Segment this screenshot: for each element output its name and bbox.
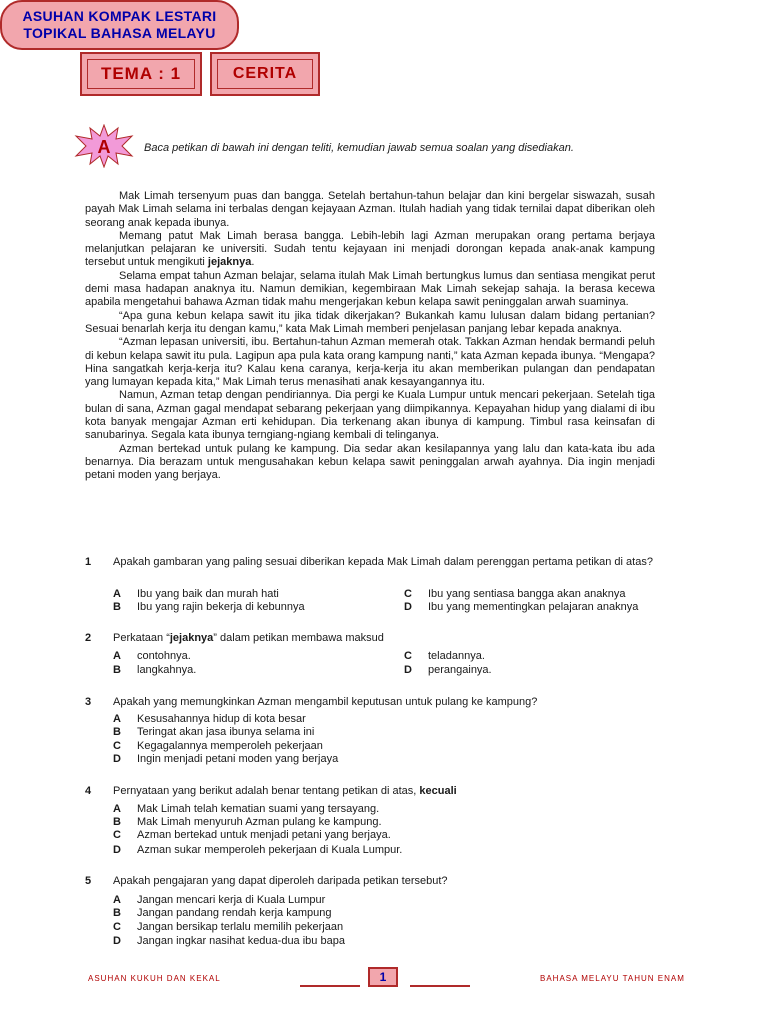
option-text: Jangan bersikap terlalu memilih pekerjaan xyxy=(137,921,344,933)
page-number-box xyxy=(368,967,398,987)
passage-paragraph-2-text: Memang patut Mak Limah berasa bangga. Lebih-lebih lagi Azman merupakan orang pertama berjaya melanjutkan pelajaran ke universiti. Sudah tentu kejayaan ini menjadi dorongan kepada anak-anak kampung tersebut untuk mengikuti xyxy=(85,229,655,269)
question-text: Apakah yang memungkinkan Azman mengambil keputusan untuk pulang ke kampung? xyxy=(113,696,538,708)
option-letter: D xyxy=(113,753,121,765)
q2-text-bold: jejaknya xyxy=(169,632,214,644)
passage-paragraph-3: Selama empat tahun Azman belajar, selama itulah Mak Limah bertungkus lumus dan sentiasa mengikat perut demi masa hadapan anaknya itu. Namun demikian, kegembiraan Mak Limah sekejap sahaja. Ia berasa kecewa apabila mengetahui bahawa Azman tidak mahu mengerjakan kebun kelapa sawit peninggalan arwah suaminya. xyxy=(85,269,655,309)
option-text: Kegagalannya memperoleh pekerjaan xyxy=(137,740,323,752)
option-text: Mak Limah menyuruh Azman pulang ke kampung. xyxy=(137,816,382,828)
passage-bold-word: jejaknya xyxy=(207,256,252,269)
option-letter: A xyxy=(113,650,121,662)
option-text: Kesusahannya hidup di kota besar xyxy=(137,713,306,725)
option-text: Ibu yang rajin bekerja di kebunnya xyxy=(137,601,305,613)
option-letter: D xyxy=(404,601,412,613)
option-text: Jangan pandang rendah kerja kampung xyxy=(137,907,332,919)
cerita-label: CERITA xyxy=(232,65,298,82)
option-text: Jangan ingkar nasihat kedua-dua ibu bapa xyxy=(137,935,345,947)
section-star-icon xyxy=(74,124,134,168)
topik-line2: TOPIKAL BAHASA MELAYU xyxy=(23,25,216,41)
question-text xyxy=(113,632,683,645)
option-text: perangainya. xyxy=(428,664,492,676)
option-letter: C xyxy=(113,740,121,752)
passage-paragraph-1: Mak Limah tersenyum puas dan bangga. Setelah bertahun-tahun belajar dan kini bergelar siswazah, susah payah Mak Limah selama ini terbalas dengan kejayaan Azman. Itulah hadiah yang tidak ternilai dapat diberikan oleh seorang anak kepada ibunya. xyxy=(85,190,655,229)
footer-right-text: BAHASA MELAYU TAHUN ENAM xyxy=(540,974,685,983)
option-letter: A xyxy=(113,588,121,600)
option-text: Ibu yang sentiasa bangga akan anaknya xyxy=(428,588,626,600)
question-text: Apakah pengajaran yang dapat diperoleh daripada petikan tersebut? xyxy=(113,875,448,887)
option-text: Azman sukar memperoleh pekerjaan di Kuala Lumpur. xyxy=(137,844,403,856)
option-letter: B xyxy=(113,816,121,828)
q2-text-after: ” dalam petikan membawa maksud xyxy=(213,632,384,644)
option-letter: A xyxy=(113,803,121,815)
option-text: Jangan mencari kerja di Kuala Lumpur xyxy=(137,894,326,906)
option-text: contohnya. xyxy=(137,650,191,662)
option-letter: C xyxy=(113,829,121,841)
passage-bold-after: . xyxy=(251,256,255,269)
question-number: 2 xyxy=(85,632,92,644)
option-text: teladannya. xyxy=(428,650,485,662)
footer-rule-right xyxy=(410,985,470,987)
passage-paragraph-5: “Azman lepasan universiti, ibu. Bertahun-tahun Azman memerah otak. Takkan Azman hendak bermandi peluh di kebun kelapa sawit itu pula. Lagipun apa pula kata orang kampung nanti,” kata Azman kepada ibunya. “Mengapa? Hina sangatkah kerja-kerja itu? Kalau kena caranya, kerja-kerja itu akan memberikan pulangan dan pendapatan yang lumayan kepada kita,” Mak Limah terus menasihati anak kesayangannya itu. xyxy=(85,336,655,389)
option-letter: B xyxy=(113,907,121,919)
reading-passage xyxy=(85,190,655,483)
question-text: Apakah gambaran yang paling sesuai diberikan kepada Mak Limah dalam perenggan pertama petikan di atas? xyxy=(113,556,653,568)
question-text xyxy=(113,785,683,798)
question-number: 1 xyxy=(85,556,92,568)
option-letter: D xyxy=(113,844,121,856)
option-text: Ibu yang baik dan murah hati xyxy=(137,588,279,600)
option-letter: B xyxy=(113,664,121,676)
tema-label: TEMA : 1 xyxy=(100,64,182,83)
q4-text-bold: kecuali xyxy=(419,785,457,797)
option-letter: B xyxy=(113,726,121,738)
instruction-text: Baca petikan di bawah ini dengan teliti, kemudian jawab semua soalan yang disediakan. xyxy=(144,142,574,154)
question-number: 3 xyxy=(85,696,92,708)
question-number: 5 xyxy=(85,875,92,887)
passage-paragraph-2 xyxy=(85,230,655,270)
option-letter: C xyxy=(404,588,412,600)
option-letter: A xyxy=(113,713,121,725)
topik-line1: ASUHAN KOMPAK LESTARI xyxy=(22,8,217,24)
page-number: 1 xyxy=(379,970,387,984)
passage-paragraph-4: “Apa guna kebun kelapa sawit itu jika tidak dikerjakan? Bukankah kamu lulusan dalam bidang pertanian? Sesuai benarlah kerja itu dengan kamu,” kata Mak Limah memberi penjelasan panjang lebar kepada anaknya. xyxy=(85,309,655,335)
option-text: Azman bertekad untuk menjadi petani yang berjaya. xyxy=(137,829,391,841)
topik-badge xyxy=(0,0,239,50)
footer-left-text: ASUHAN KUKUH DAN KEKAL xyxy=(88,974,221,983)
option-letter: C xyxy=(113,921,121,933)
cerita-badge xyxy=(210,52,320,96)
passage-paragraph-7: Azman bertekad untuk pulang ke kampung. Dia sedar akan kesilapannya yang lalu dan kata-kata ibu ada benarnya. Dia berazam untuk mengusahakan kebun kelapa sawit peninggalan arwah ayahnya. Dia ingin menjadi petani moden yang berjaya. xyxy=(85,442,655,482)
option-text: Teringat akan jasa ibunya selama ini xyxy=(137,726,315,738)
option-text: Ingin menjadi petani moden yang berjaya xyxy=(137,753,339,765)
option-text: Mak Limah telah kematian suami yang tersayang. xyxy=(137,803,380,815)
option-letter: A xyxy=(113,894,121,906)
option-letter: D xyxy=(404,664,412,676)
q2-text-before: Perkataan “ xyxy=(113,632,170,644)
q4-text-before: Pernyataan yang berikut adalah benar tentang petikan di atas, xyxy=(113,785,420,797)
tema-badge xyxy=(80,52,202,96)
option-letter: C xyxy=(404,650,412,662)
footer-rule-left xyxy=(300,985,360,987)
option-letter: D xyxy=(113,935,121,947)
passage-paragraph-6: Namun, Azman tetap dengan pendiriannya. Dia pergi ke Kuala Lumpur untuk mencari pekerjaan. Setelah tiga bulan di sana, Azman gagal mendapat sebarang pekerjaan yang diimpikannya. Kepayahan hidup yang dialami di ibu kota banyak mengajar Azman erti kehidupan. Dia terkenang akan ibunya di kampung. Timbul rasa keinsafan di sanubarinya. Segala kata ibunya terngiang-ngiang kembali di telinganya. xyxy=(85,389,655,442)
section-letter: A xyxy=(97,137,111,157)
question-number: 4 xyxy=(85,785,92,797)
option-text: langkahnya. xyxy=(137,664,197,676)
option-letter: B xyxy=(113,601,121,613)
option-text: Ibu yang mementingkan pelajaran anaknya xyxy=(428,601,639,613)
